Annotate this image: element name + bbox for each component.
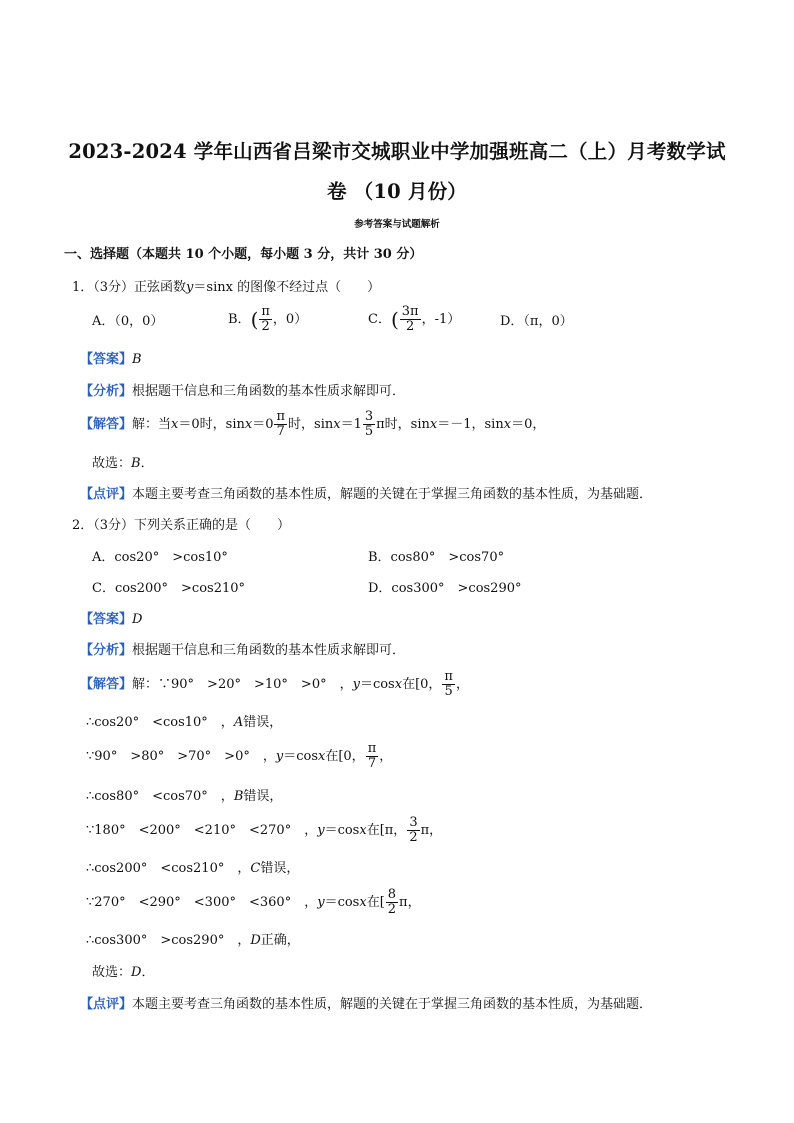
q2-analysis: [80, 642, 405, 660]
q2-solution-line-1: [80, 670, 469, 699]
q2-solution-line-3: [86, 742, 392, 771]
q2-s5-y: y: [317, 823, 325, 838]
q2-s5-x: x: [359, 823, 367, 838]
q1-option-b-label: B．: [228, 312, 251, 327]
q1-option-c-post: ，-1）: [421, 312, 461, 327]
q2-s7-num: 8: [387, 887, 397, 902]
q2-option-a: A．cos20° >cos10°: [92, 550, 228, 565]
q1-comment-tag: 【点评】: [80, 487, 133, 502]
q2-s1-y: y: [352, 677, 360, 692]
q1-sol-x3: x: [333, 417, 341, 432]
q2-s3-mid: ＝cos: [283, 749, 318, 764]
q1-sol-f1-num: π: [276, 409, 286, 424]
q2-s3-pre: ∵90° >80° >70° >0° ，: [86, 749, 276, 764]
q2-solution-line-7: [86, 888, 421, 917]
q1-comment: [80, 486, 652, 504]
q2-s1-end: ，: [455, 677, 469, 692]
q2-s5-num: 3: [409, 815, 418, 830]
q2-comment: [80, 996, 652, 1014]
q1-option-b-paren: (: [250, 307, 259, 332]
q2-s7-den: 2: [387, 902, 397, 917]
q1-sol-f2-num: 3: [364, 409, 374, 424]
q2-s1-x: x: [394, 677, 403, 692]
q2-s1-num: π: [444, 669, 453, 684]
q2-solution-line-2: [86, 714, 282, 732]
q2-analysis-tag: 【分析】: [80, 643, 133, 658]
q1-stem-y: y: [186, 280, 194, 295]
q1-sol-c: ＝0: [252, 417, 274, 432]
q1-option-b-den: 2: [261, 319, 270, 334]
q2-s6-pre: ∴cos200° <cos210° ，: [86, 861, 251, 876]
q1-option-b: [228, 305, 307, 334]
q1-sol-x4: x: [429, 417, 438, 432]
q1-sol-x5: x: [503, 417, 512, 432]
q1-sol-g: ＝－1，sin: [437, 417, 504, 432]
q1-sol-f2-den: 5: [364, 424, 374, 439]
q1-stem-post: 的图像不经过点（ ）: [232, 280, 381, 295]
q2-s6-post: 错误，: [260, 861, 300, 876]
q2-s5-den: 2: [409, 830, 418, 845]
q2-s3-post: 在[0，: [325, 749, 365, 764]
q1-sol-x2: x: [244, 417, 253, 432]
document-title-line2: 卷 （10 月份）: [326, 180, 467, 203]
q1-option-c: [368, 305, 460, 334]
q2-answer-tag: 【答案】: [80, 612, 133, 627]
q2-s8-post: 正确，: [260, 933, 300, 948]
q1-option-c-paren: (: [390, 307, 399, 332]
q2-s5-fraction: [407, 816, 419, 845]
q1-answer: [80, 351, 142, 369]
q1-sol-f: π时，sin: [376, 417, 430, 432]
q2-answer-value: D: [132, 612, 143, 627]
q1-sol-x: x: [171, 417, 179, 432]
q2-option-d: D．cos300° >cos290°: [368, 581, 522, 596]
q1-solution-tag: 【解答】: [80, 417, 133, 432]
q2-s1-fraction: [442, 670, 455, 699]
q2-s4-it: B: [233, 789, 244, 804]
q2-s2-post: 错误，: [243, 715, 283, 730]
q2-s1-post: 在[0，: [402, 677, 442, 692]
q1-choose-value: B: [131, 456, 141, 471]
q1-option-c-den: 2: [406, 319, 415, 334]
q2-s5-pre: ∵180° <200° <210° <270° ，: [86, 823, 318, 838]
q2-s8-pre: ∴cos300° >cos290° ，: [86, 933, 251, 948]
q2-s7-y: y: [317, 895, 325, 910]
q2-s3-den: 7: [367, 756, 377, 771]
q2-comment-tag: 【点评】: [80, 997, 133, 1012]
q1-stem-x: x: [225, 280, 233, 295]
section-heading: 一、选择题（本题共 10 个小题，每小题 3 分，共计 30 分）: [64, 247, 423, 262]
q2-s7-end: π，: [399, 895, 421, 910]
q2-s3-end: ，: [379, 749, 393, 764]
q1-sol-f1-den: 7: [276, 424, 285, 439]
q1-stem-pre: 1．（3分）正弦函数: [72, 280, 187, 295]
q1-option-c-fraction: [400, 305, 421, 334]
q1-sol-d: 时，sin: [288, 417, 334, 432]
q2-s3-y: y: [275, 749, 284, 764]
document-subtitle: 参考答案与试题解析: [354, 219, 440, 230]
q2-comment-text: 本题主要考查三角函数的基本性质，解题的关键在于掌握三角函数的基本性质，为基础题．: [132, 997, 653, 1012]
q1-solution: [80, 410, 545, 439]
q1-option-c-num: 3π: [401, 304, 419, 319]
q2-s4-post: 错误，: [243, 789, 283, 804]
q2-s8-it: D: [250, 933, 261, 948]
q2-s1-mid: ＝cos: [359, 677, 395, 692]
q2-analysis-text: 根据题干信息和三角函数的基本性质求解即可．: [132, 643, 406, 658]
q2-choose-label: 故选：: [92, 965, 132, 980]
q2-solution-line-8: [86, 932, 300, 950]
q1-sol-a: 解：当: [132, 417, 172, 432]
q2-option-c: C．cos200° >cos210°: [92, 581, 246, 596]
q2-s2-it: A: [233, 715, 244, 730]
q1-option-b-post: ，0）: [272, 312, 308, 327]
q1-answer-value: B: [132, 352, 142, 367]
q2-choose-end: ．: [141, 965, 155, 980]
q2-solution-line-4: [86, 788, 282, 806]
q2-s3-x: x: [318, 749, 326, 764]
q2-solution-line-6: [86, 860, 299, 878]
q2-s7-mid: ＝cos: [324, 895, 360, 910]
q1-comment-text: 本题主要考查三角函数的基本性质，解题的关键在于掌握三角函数的基本性质，为基础题．: [132, 487, 653, 502]
q2-choose-value: D: [131, 965, 142, 980]
q1-analysis-tag: 【分析】: [80, 384, 133, 399]
q2-choose: [92, 964, 154, 982]
q1-answer-tag: 【答案】: [80, 352, 133, 367]
q1-option-c-label: C．: [368, 312, 391, 327]
q1-sol-b: ＝0时，sin: [178, 417, 245, 432]
q2-s1-den: 5: [444, 684, 453, 699]
q1-option-b-num: π: [261, 304, 270, 319]
q2-s7-post: 在[: [366, 895, 385, 910]
q2-s5-mid: ＝cos: [324, 823, 360, 838]
document-title-line1: 2023-2024 学年山西省吕梁市交城职业中学加强班高二（上）月考数学试: [68, 140, 726, 163]
q2-s2-pre: ∴cos20° <cos10° ，: [86, 715, 234, 730]
q2-solution-tag: 【解答】: [80, 677, 133, 692]
q2-s7-x: x: [359, 895, 367, 910]
q2-s7-fraction: [386, 888, 398, 917]
q1-option-d: D．（π，0）: [500, 314, 573, 329]
q1-option-a: A．（0，0）: [92, 314, 164, 329]
q1-stem-eq: ＝sin: [193, 280, 226, 295]
q2-option-b: B．cos80° >cos70°: [368, 550, 505, 565]
q2-s3-num: π: [367, 741, 377, 756]
q1-stem: [72, 279, 380, 297]
q1-sol-fraction-1: [274, 410, 287, 439]
q2-s5-post: 在[π，: [366, 823, 407, 838]
q1-choose: [92, 455, 154, 473]
q1-choose-label: 故选：: [92, 456, 132, 471]
q2-s3-fraction: [366, 742, 379, 771]
q1-analysis-text: 根据题干信息和三角函数的基本性质求解即可．: [132, 384, 406, 399]
q1-analysis: [80, 383, 405, 401]
q2-s5-end: π，: [420, 823, 443, 838]
q2-stem: 2．（3分）下列关系正确的是（ ）: [72, 518, 291, 533]
q2-s7-pre: ∵270° <290° <300° <360° ，: [86, 895, 318, 910]
q1-sol-fraction-2: [363, 410, 375, 439]
q2-s1-pre: 解：∵90° >20° >10° >0° ，: [132, 677, 353, 692]
q2-s6-it: C: [250, 861, 261, 876]
q2-solution-line-5: [86, 816, 442, 845]
q1-option-b-fraction: [259, 305, 272, 334]
q2-s4-pre: ∴cos80° <cos70° ，: [86, 789, 234, 804]
q1-sol-h: ＝0，: [511, 417, 546, 432]
q2-answer: [80, 611, 142, 629]
q1-sol-e: ＝1: [340, 417, 362, 432]
q1-choose-end: ．: [140, 456, 154, 471]
